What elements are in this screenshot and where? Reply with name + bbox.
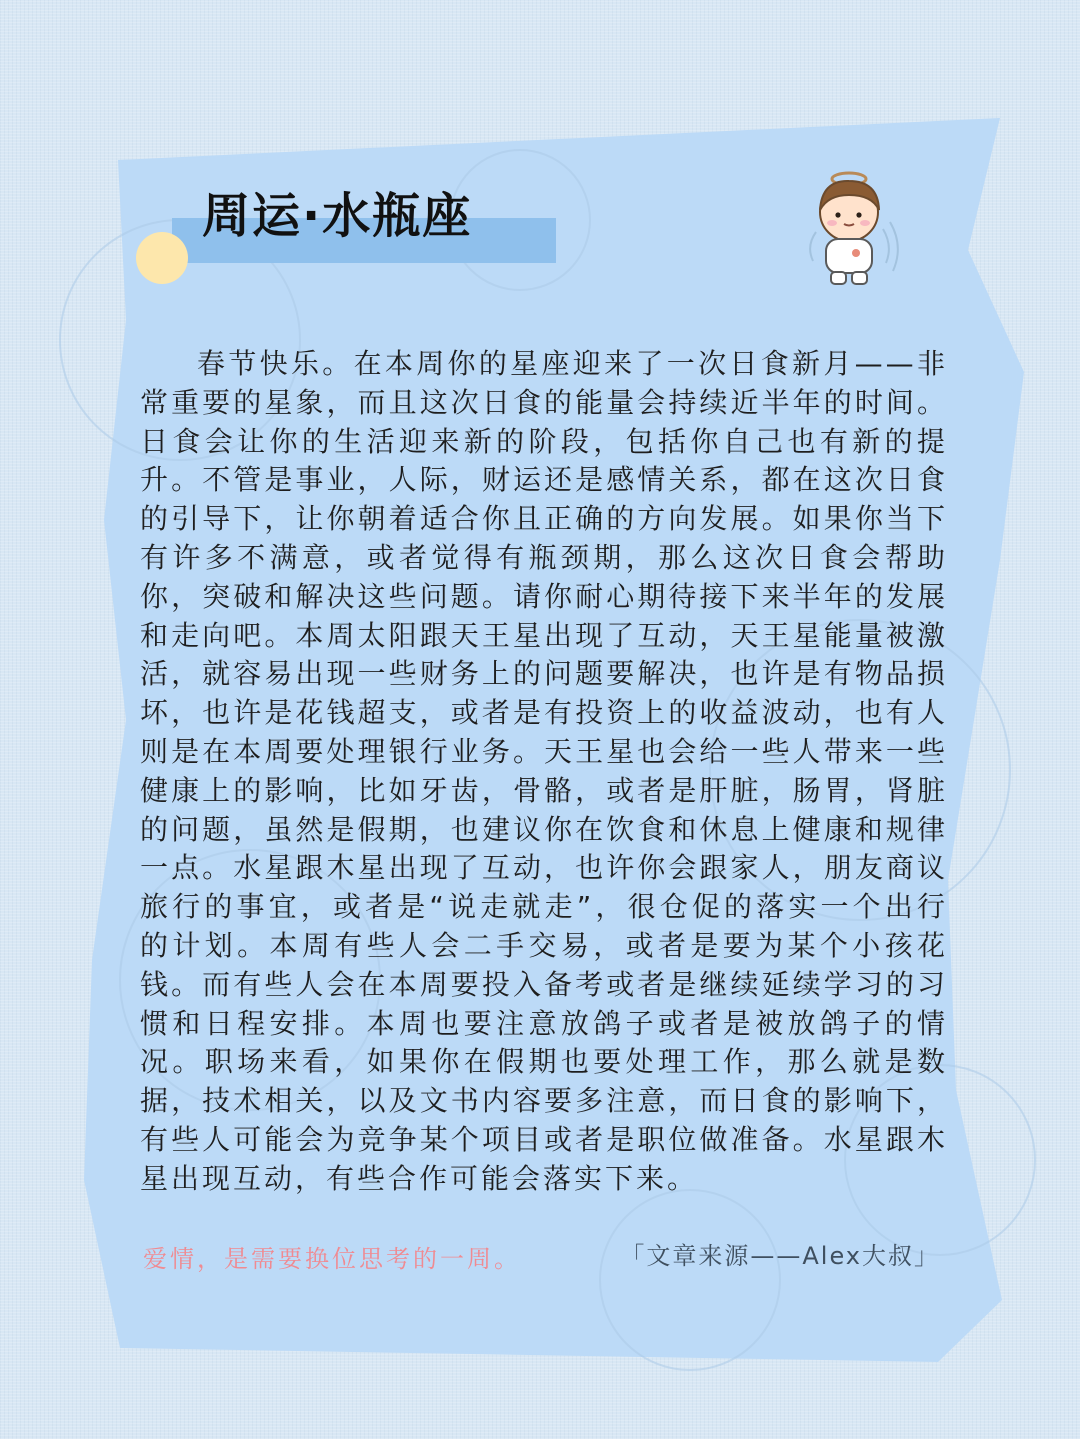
page-title: 周运·水瓶座 xyxy=(202,188,473,244)
title-block xyxy=(136,188,566,288)
title-dot-decoration xyxy=(136,232,188,284)
article-source: 「文章来源——Alex大叔」 xyxy=(620,1242,940,1270)
love-note: 爱情，是需要换位思考的一周。 xyxy=(143,1245,521,1273)
angel-mascot-icon xyxy=(792,160,908,290)
horoscope-body: 春节快乐。在本周你的星座迎来了一次日食新月——非常重要的星象，而且这次日食的能量会持续近半年的时间。日食会让你的生活迎来新的阶段，包括你自己也有新的提升。不管是事业，人际，财运还是感情关系，都在这次日食的引导下，让你朝着适合你且正确的方向发展。如果你当下有许多不满意，或者觉得有瓶颈期，那么这次日食会帮助你，突破和解决这些问题。请你耐心期待接下来半年的发展和走向吧。本周太阳跟天王星出现了互动，天王星能量被激活，就容易出现一些财务上的问题要解决，也许是有物品损坏，也许是花钱超支，或者是有投资上的收益波动，也有人则是在本周要处理银行业务。天王星也会给一些人带来一些健康上的影响，比如牙齿，骨骼，或者是肝脏，肠胃，肾脏的问题，虽然是假期，也建议你在饮食和休息上健康和规律一点。水星跟木星出现了互动，也许你会跟家人，朋友商议旅行的事宜，或者是“说走就走”，很仓促的落实一个出行的计划。本周有些人会二手交易，或者是要为某个小孩花钱。而有些人会在本周要投入备考或者是继续延续学习的习惯和日程安排。本周也要注意放鸽子或者是被放鸽子的情况。职场来看，如果你在假期也要处理工作，那么就是数据，技术相关，以及文书内容要多注意，而日食的影响下，有些人可能会为竞争某个项目或者是职位做准备。水星跟木星出现互动，有些合作可能会落实下来。 xyxy=(140,347,948,1195)
